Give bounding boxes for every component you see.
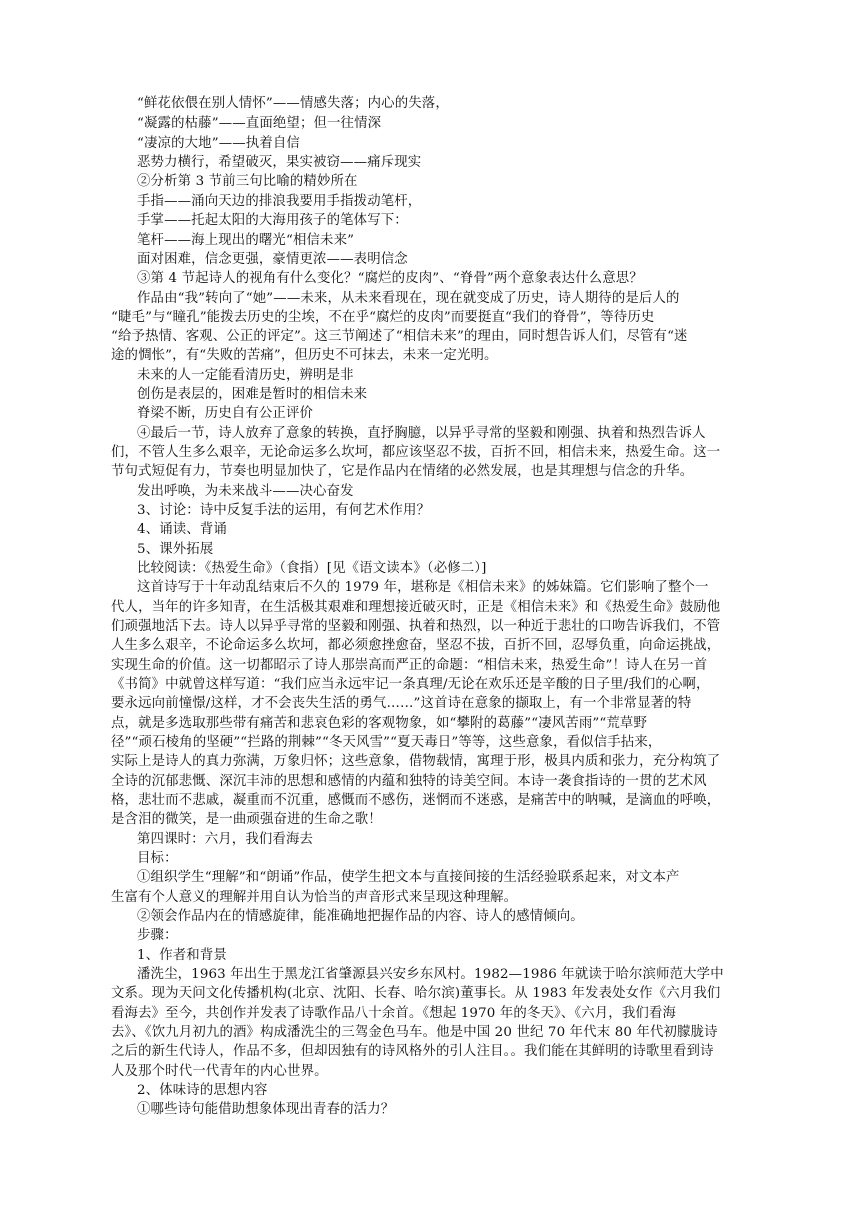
text-line: 2、体味诗的思想内容	[137, 1083, 268, 1098]
text-line: ②分析第 3 节前三句比喻的精妙所在	[137, 174, 358, 189]
text-line: 点，就是多选取那些带有痛苦和悲哀色彩的客观物象，如“攀附的葛藤”“凄风苦雨”“荒草野	[111, 716, 647, 731]
text-line: 径”“顽石棱角的坚硬”“拦路的荆棘”“冬天风雪”“夏天毒日”等等，这些意象，看似信手拈来，	[111, 735, 662, 750]
text-line: 发出呼唤，为未来战斗——决心奋发	[137, 484, 354, 499]
text-line: 节句式短促有力，节奏也明显加快了，它是作品内在情绪的必然发展，也是其理想与信念的升华。	[111, 464, 694, 479]
text-line: 这首诗写于十年动乱结束后不久的 1979 年，堪称是《相信未来》的姊妹篇。它们影响了整个一	[137, 580, 709, 595]
text-line: ③第 4 节起诗人的视角有什么变化？“腐烂的皮肉”、“脊骨”两个意象表达什么意思？	[137, 271, 643, 286]
text-line: 格，悲壮而不悲戚，凝重而不沉重，感慨而不感伤，迷惘而不迷惑，是痛苦中的呐喊，是滴血的呼唤，	[111, 793, 721, 808]
text-line: 生富有个人意义的理解并用自认为恰当的声音形式来呈现这种理解。	[111, 890, 518, 905]
text-line: 途的惆怅”，有“失败的苦痛”，但历史不可抹去，未来一定光明。	[111, 348, 498, 363]
text-line: 要永远向前憧憬/这样，才不会丧失生活的勇气……”这首诗在意象的撷取上，有一个非常显著的特	[111, 696, 692, 711]
text-line: 比较阅读：《热爱生命》（食指）[见《语文读本》（必修二）]	[137, 561, 487, 576]
text-line: ①组织学生“理解”和“朗诵”作品，使学生把文本与直接间接的生活经验联系起来，对文本产	[137, 870, 680, 885]
text-line: 恶势力横行，希望破灭，果实被窃——痛斥现实	[137, 155, 422, 170]
text-line: ②领会作品内在的情感旋律，能准确地把握作品的内容、诗人的感情倾向。	[137, 909, 584, 924]
text-line: 3、讨论：诗中反复手法的运用，有何艺术作用？	[137, 503, 431, 518]
text-line: 之后的新生代诗人，作品不多，但却因独有的诗风格外的引人注目。。我们能在其鲜明的诗歌里看到诗	[111, 1044, 714, 1059]
text-line: 全诗的沉郁悲慨、深沉丰沛的思想和感情的内蕴和独特的诗美空间。本诗一袭食指诗的一贯的艺术风	[111, 774, 707, 789]
text-line: 实现生命的价值。这一切都昭示了诗人那崇高而严正的命题：“相信未来，热爱生命”！诗人在另一首	[111, 658, 708, 673]
text-line: 1、作者和背景	[137, 948, 227, 963]
text-line: 4、诵读、背诵	[137, 522, 227, 537]
text-line: 们，不管人生多么艰辛，无论命运多么坎坷，都应该坚忍不拔，百折不回，相信未来，热爱生命。这一	[111, 445, 721, 460]
text-line: 人及那个时代一代青年的内心世界。	[111, 1064, 328, 1079]
text-line: 代人，当年的许多知青，在生活极其艰难和理想接近破灭时，正是《相信未来》和《热爱生命》鼓励他	[111, 600, 721, 615]
text-line: 手指——涌向天边的排浪我要用手指拨动笔杆，	[137, 194, 422, 209]
text-line: 看海去》至今，共创作并发表了诗歌作品八十余首。《想起 1970 年的冬天》、《六月，我们看海	[111, 1006, 677, 1021]
text-line: 脊梁不断，历史自有公正评价	[137, 406, 314, 421]
text-line: 5、课外拓展	[137, 542, 214, 557]
text-line: 面对困难，信念更强，豪情更浓——表明信念	[137, 252, 408, 267]
text-line: 们顽强地活下去。诗人以异乎寻常的坚毅和刚强、执着和热烈，以一种近于悲壮的口吻告诉我们，不管	[111, 619, 721, 634]
text-line: 目标：	[137, 851, 178, 866]
text-line: 潘洗尘，1963 年出生于黑龙江省肇源县兴安乡东风村。1982—1986 年就读于哈尔滨师范大学中	[137, 967, 724, 982]
text-line: 创伤是表层的，困难是暂时的相信未来	[137, 387, 368, 402]
text-line: 文系。现为天问文化传播机构(北京、沈阳、长春、哈尔滨)董事长。从 1983 年发表处女作《六月我们	[111, 986, 721, 1001]
text-line: “睫毛”与“瞳孔”能拨去历史的尘埃，不在乎“腐烂的皮肉”而要挺直“我们的脊骨”，等待历史	[111, 310, 655, 325]
text-line: 第四课时：六月，我们看海去	[137, 832, 314, 847]
text-line: 作品由“我”转向了“她”——未来，从未来看现在，现在就变成了历史，诗人期待的是后人的	[137, 291, 680, 306]
text-line: 去》、《饮九月初九的酒》构成潘洗尘的三驾金色马车。他是中国 20 世纪 70 年代末 80 年代初朦胧诗	[111, 1025, 718, 1040]
text-line: ④最后一节，诗人放弃了意象的转换，直抒胸臆，以异乎寻常的坚毅和刚强、执着和热烈告诉人	[137, 426, 706, 441]
text-line: 《书简》中就曾这样写道：“我们应当永远牢记一条真理/无论在欢乐还是辛酸的日子里/我们的心啊，	[111, 677, 710, 692]
text-line: 人生多么艰辛，不论命运多么坎坷，都必须愈挫愈奋，坚忍不拔，百折不回，忍辱负重，向命运挑战，	[111, 638, 721, 653]
text-line: “给予热情、客观、公正的评定”。这三节阐述了“相信未来”的理由，同时想告诉人们，尽管有“迷	[111, 329, 688, 344]
text-line: 未来的人一定能看清历史，辨明是非	[137, 368, 354, 383]
text-line: ①哪些诗句能借助想象体现出青春的活力？	[137, 1102, 395, 1117]
text-line: 手掌——托起太阳的大海用孩子的笔体写下：	[137, 213, 408, 228]
text-line: “鲜花依偎在别人情怀”——情感失落；内心的失落，	[137, 96, 449, 111]
text-line: “凝露的枯藤”——直面绝望；但一往情深	[137, 116, 382, 131]
text-line: 实际上是诗人的真力弥满，万象归怀；这些意象，借物载情，寓理于形，极具内质和张力，充分构筑了	[111, 754, 721, 769]
text-line: “凄凉的大地”——执着自信	[137, 136, 300, 151]
text-line: 是含泪的微笑，是一曲顽强奋进的生命之歌！	[111, 812, 382, 827]
text-line: 笔杆——海上现出的曙光“相信未来”	[137, 233, 355, 248]
text-line: 步骤：	[137, 928, 178, 943]
